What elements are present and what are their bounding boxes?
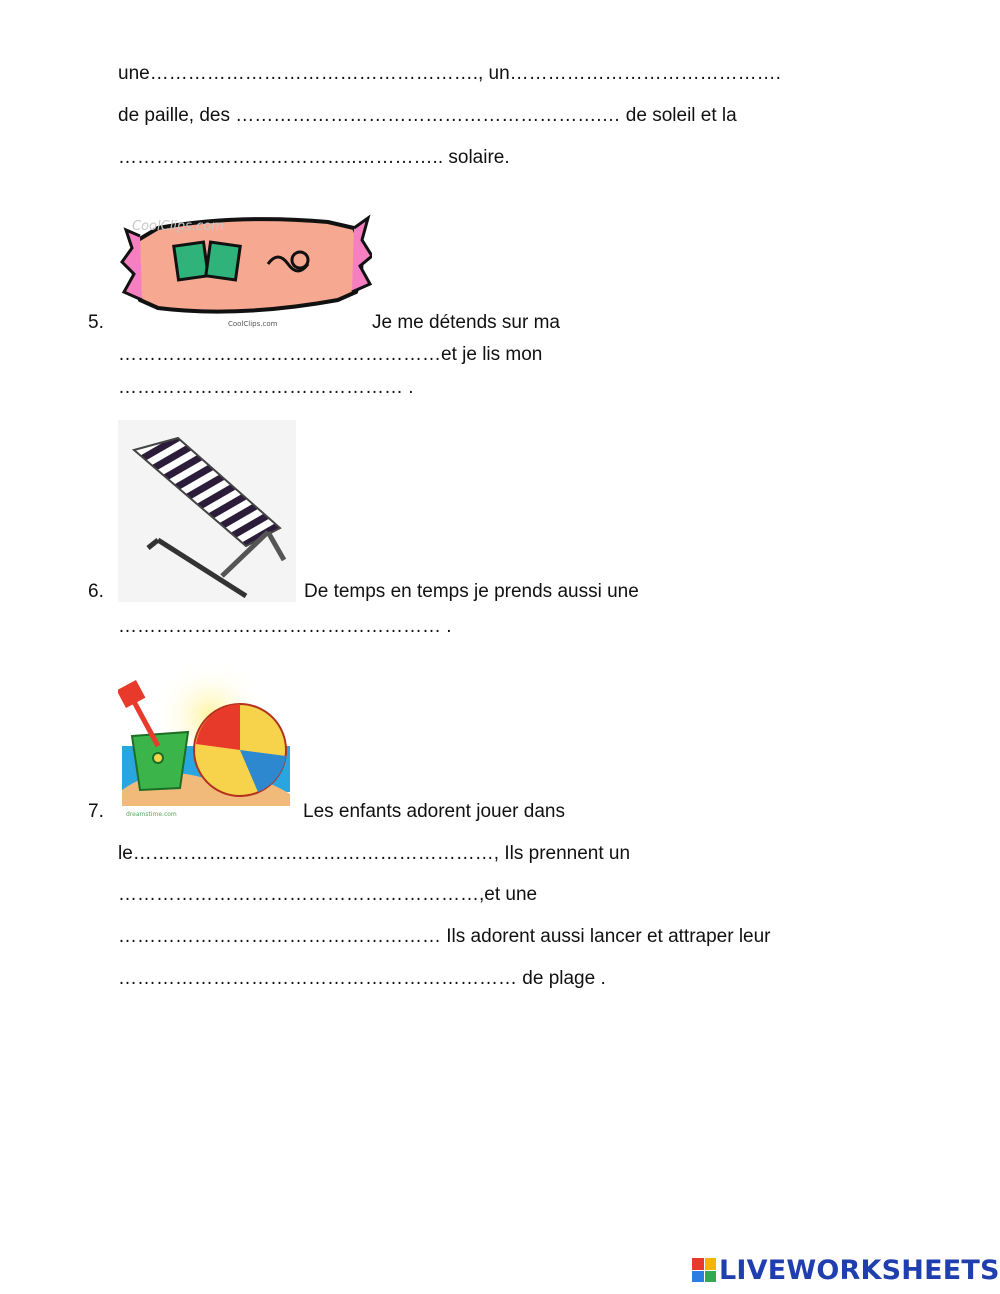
question-6-number: 6. — [88, 581, 104, 602]
logo-square-blue — [692, 1271, 704, 1283]
liveworksheets-logo-icon — [692, 1258, 716, 1282]
question-5-text: Je me détends sur ma — [372, 312, 560, 333]
beach-toys-image — [118, 660, 290, 818]
fill-line-1: une……………………………………………., un……………………………………. — [118, 63, 781, 84]
question-7-text: Les enfants adorent jouer dans — [303, 801, 565, 822]
fill-line-3: ………………………………..………….. solaire. — [118, 147, 510, 168]
liveworksheets-logo[interactable] — [692, 1254, 1000, 1286]
question-5-number: 5. — [88, 312, 104, 333]
deck-chair-image — [118, 420, 296, 602]
logo-text: LIVEWORKSHEETS — [719, 1254, 1000, 1286]
logo-square-red — [692, 1258, 704, 1270]
fill-line-7c: …………………………………………………,et une — [118, 884, 538, 905]
fill-line-7b: le…………………………………………………, Ils prennent un — [118, 843, 631, 864]
fill-line-7e: ……………………………………………………… de plage . — [118, 968, 606, 989]
fill-line-5c: ……………………………………… . — [118, 377, 414, 398]
logo-square-green — [705, 1271, 717, 1283]
question-7-number: 7. — [88, 801, 104, 822]
fill-line-7d: …………………………………………… Ils adorent aussi lancer et attraper leur — [118, 926, 771, 947]
fill-line-6b: …………………………………………… . — [118, 616, 452, 637]
towel-watermark: CoolClips.com — [132, 219, 224, 234]
towel-watermark-small: CoolClips.com — [228, 320, 278, 328]
beach-watermark: dreamstime.com — [126, 811, 177, 818]
question-6-text: De temps en temps je prends aussi une — [304, 581, 639, 602]
logo-square-yellow — [705, 1258, 717, 1270]
fill-line-2: de paille, des ………………………………………………….… de soleil et la — [118, 105, 737, 126]
beach-towel-image — [118, 200, 372, 330]
fill-line-5b: ……………………………………………et je lis mon — [118, 344, 543, 365]
